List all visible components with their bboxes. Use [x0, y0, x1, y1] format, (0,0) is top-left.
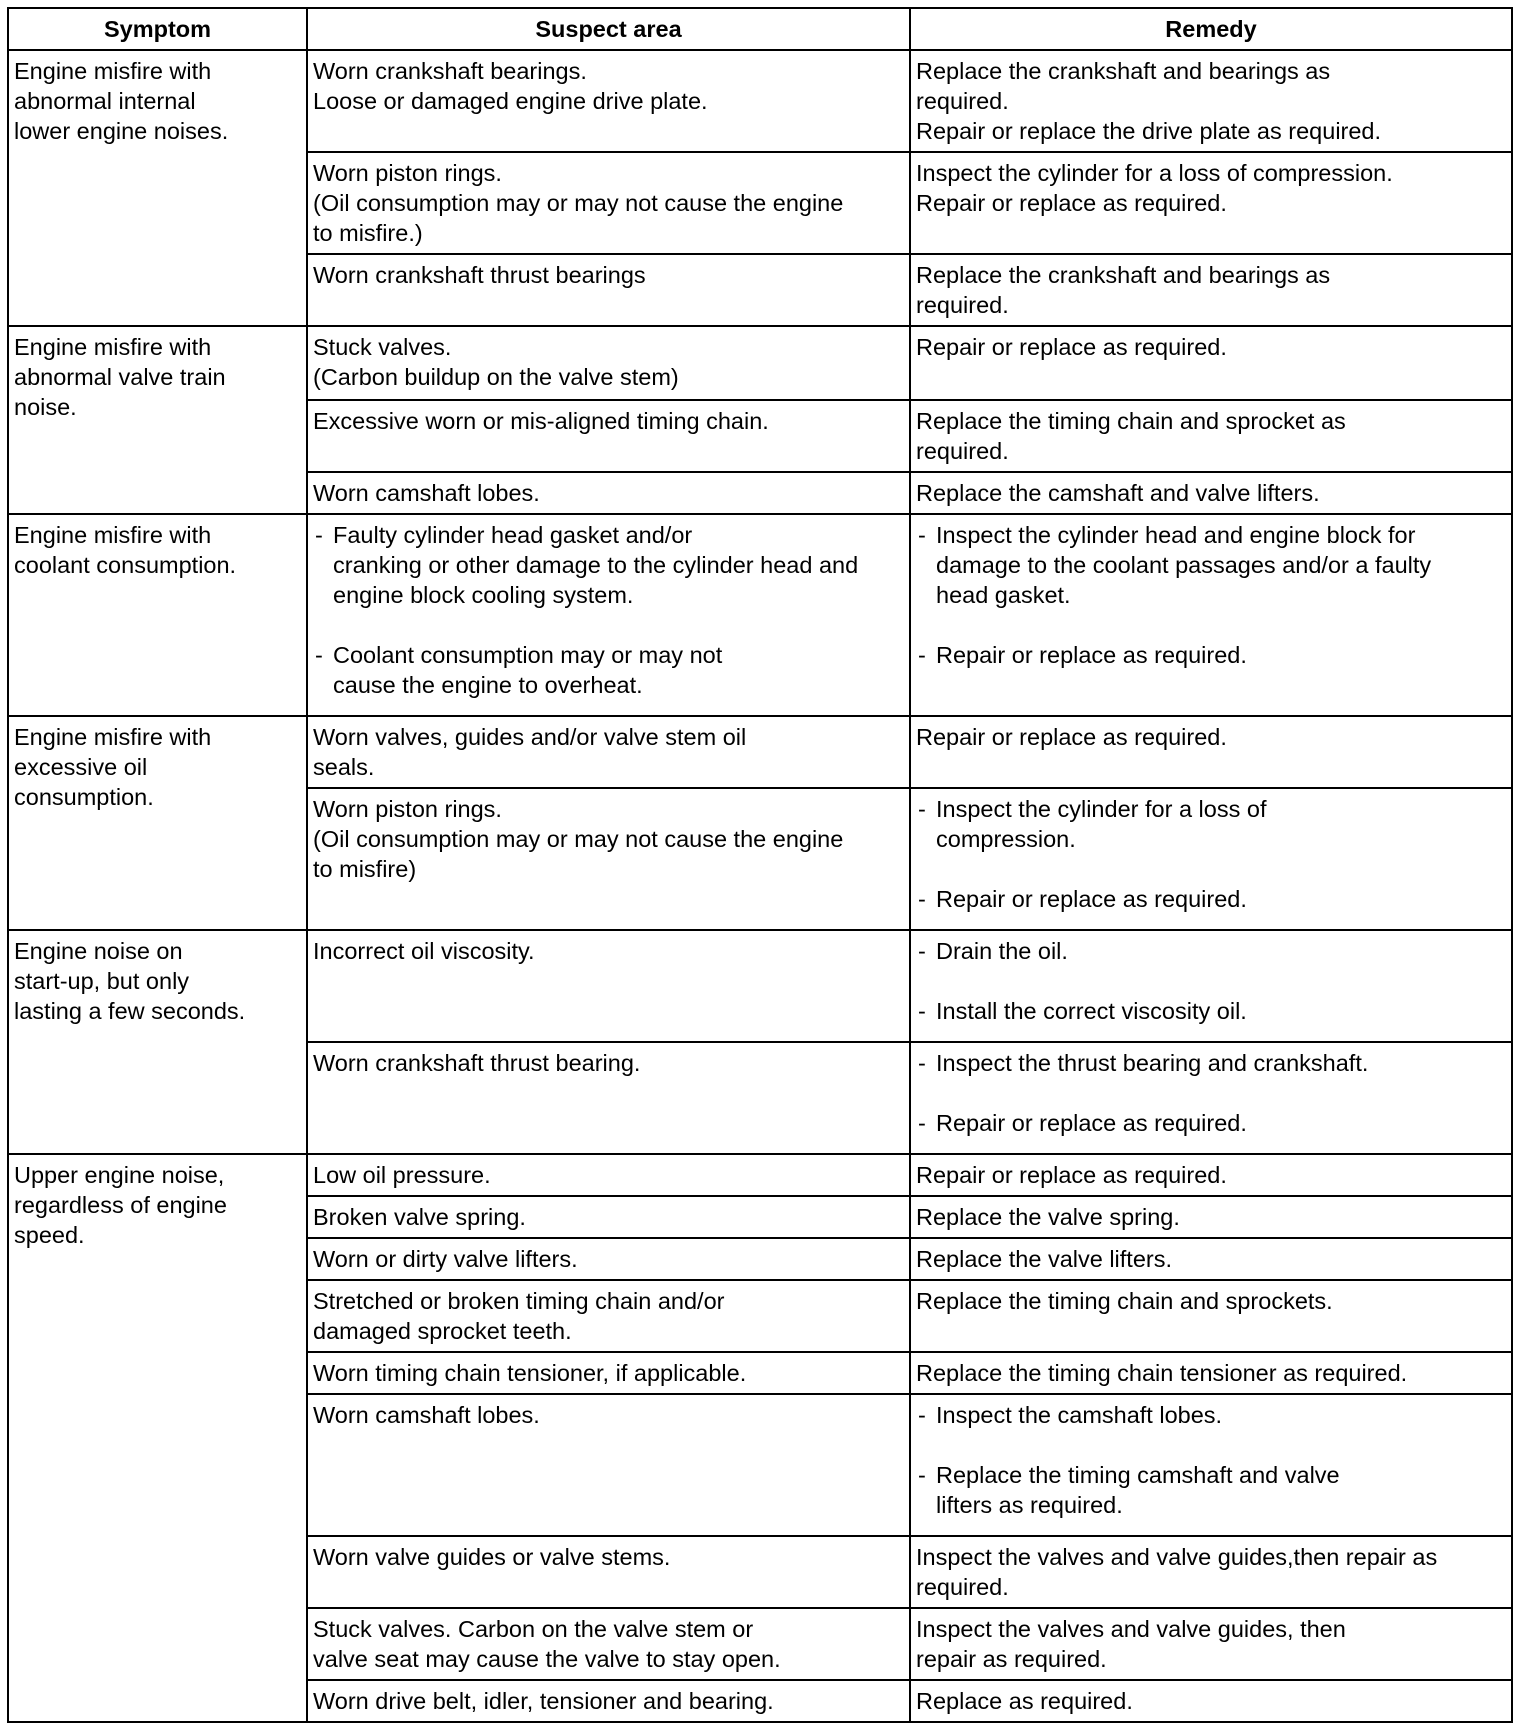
text-line: Repair or replace as required.	[936, 1110, 1247, 1136]
text-line: lifters as required.	[936, 1492, 1123, 1518]
suspect-area-cell	[307, 1042, 910, 1154]
text-line: Inspect the valves and valve guides, then	[916, 1616, 1346, 1642]
text-line: damaged sprocket teeth.	[313, 1318, 572, 1344]
bullet-text	[936, 794, 1505, 854]
text-line: Replace the camshaft and valve lifters.	[916, 480, 1320, 506]
text-line: Worn camshaft lobes.	[313, 1402, 540, 1428]
text-line: Stuck valves.	[313, 334, 452, 360]
dash-marker: -	[918, 796, 926, 822]
suspect-area-cell	[307, 1536, 910, 1608]
text-line: cranking or other damage to the cylinder head and	[333, 552, 859, 578]
bullet-item	[916, 1048, 1505, 1078]
text-line: seals.	[313, 754, 375, 780]
text-line: Repair or replace as required.	[916, 190, 1227, 216]
dash-marker: -	[918, 998, 926, 1024]
table-body	[8, 50, 1512, 1722]
bullet-item	[916, 1108, 1505, 1138]
bullet-item	[313, 640, 903, 700]
remedy-cell	[910, 1536, 1512, 1608]
bullet-item	[916, 1400, 1505, 1430]
text-line: valve seat may cause the valve to stay open.	[313, 1646, 781, 1672]
text-line: Worn valve guides or valve stems.	[313, 1544, 671, 1570]
text-line: damage to the coolant passages and/or a faulty	[936, 552, 1432, 578]
text-line: Repair or replace as required.	[936, 642, 1247, 668]
text-line: Replace the timing chain and sprocket as	[916, 408, 1346, 434]
text-line: Repair or replace as required.	[916, 1162, 1227, 1188]
text-line: Faulty cylinder head gasket and/or	[333, 522, 693, 548]
text-line: (Oil consumption may or may not cause the engine	[313, 190, 844, 216]
text-line: Worn camshaft lobes.	[313, 480, 540, 506]
text-line: Repair or replace the drive plate as required.	[916, 118, 1382, 144]
suspect-area-cell	[307, 400, 910, 472]
text-line: Replace the crankshaft and bearings as	[916, 262, 1331, 288]
text-line: abnormal valve train	[14, 364, 226, 390]
bullet-item	[313, 520, 903, 610]
suspect-area-cell	[307, 1196, 910, 1238]
text-line: head gasket.	[936, 582, 1071, 608]
text-line: Worn drive belt, idler, tensioner and bearing.	[313, 1688, 774, 1714]
symptom-cell	[8, 50, 307, 326]
bullet-text	[936, 640, 1505, 670]
remedy-cell	[910, 1238, 1512, 1280]
bullet-text	[936, 936, 1505, 966]
bullet-item	[916, 936, 1505, 966]
suspect-area-cell	[307, 1680, 910, 1722]
text-line: required.	[916, 438, 1009, 464]
text-line: consumption.	[14, 784, 154, 810]
text-line: Replace the valve spring.	[916, 1204, 1180, 1230]
bullet-text	[333, 520, 903, 610]
suspect-area-cell	[307, 1394, 910, 1536]
text-line: Inspect the thrust bearing and crankshaft.	[936, 1050, 1369, 1076]
text-line: to misfire)	[313, 856, 417, 882]
text-line: to misfire.)	[313, 220, 423, 246]
text-line: Replace the valve lifters.	[916, 1246, 1173, 1272]
bullet-item	[916, 1460, 1505, 1520]
header-row	[8, 8, 1512, 50]
suspect-area-cell	[307, 930, 910, 1042]
suspect-area-cell	[307, 326, 910, 400]
table-row	[8, 326, 1512, 400]
text-line: abnormal internal	[14, 88, 196, 114]
dash-marker: -	[315, 522, 323, 548]
text-line: Worn crankshaft bearings.	[313, 58, 587, 84]
remedy-cell	[910, 1280, 1512, 1352]
dash-marker: -	[918, 1110, 926, 1136]
symptom-cell	[8, 930, 307, 1154]
table-row	[8, 1154, 1512, 1196]
suspect-area-cell	[307, 716, 910, 788]
text-line: Inspect the valves and valve guides,then repair as	[916, 1544, 1438, 1570]
bullet-text	[936, 1460, 1505, 1520]
remedy-cell	[910, 1154, 1512, 1196]
bullet-item	[916, 520, 1505, 610]
suspect-area-cell	[307, 514, 910, 716]
remedy-cell	[910, 1608, 1512, 1680]
text-line: Engine noise on	[14, 938, 183, 964]
bullet-item	[916, 794, 1505, 854]
text-line: Low oil pressure.	[313, 1162, 491, 1188]
remedy-cell	[910, 930, 1512, 1042]
dash-marker: -	[918, 886, 926, 912]
text-line: regardless of engine	[14, 1192, 227, 1218]
remedy-cell	[910, 1352, 1512, 1394]
text-line: Inspect the cylinder for a loss of	[936, 796, 1267, 822]
text-line: start-up, but only	[14, 968, 190, 994]
text-line: Drain the oil.	[936, 938, 1068, 964]
text-line: excessive oil	[14, 754, 148, 780]
bullet-item	[916, 640, 1505, 670]
troubleshooting-table	[7, 7, 1513, 1723]
bullet-text	[333, 640, 903, 700]
text-line: Worn crankshaft thrust bearing.	[313, 1050, 641, 1076]
text-line: Repair or replace as required.	[936, 886, 1247, 912]
text-line: (Carbon buildup on the valve stem)	[313, 364, 679, 390]
remedy-cell	[910, 514, 1512, 716]
text-line: Worn piston rings.	[313, 796, 502, 822]
bullet-text	[936, 1048, 1505, 1078]
remedy-cell	[910, 1196, 1512, 1238]
text-line: Install the correct viscosity oil.	[936, 998, 1247, 1024]
text-line: compression.	[936, 826, 1076, 852]
text-line: Loose or damaged engine drive plate.	[313, 88, 708, 114]
text-line: Upper engine noise,	[14, 1162, 225, 1188]
text-line: Repair or replace as required.	[916, 724, 1227, 750]
table-row	[8, 514, 1512, 716]
table-row	[8, 930, 1512, 1042]
text-line: Inspect the camshaft lobes.	[936, 1402, 1223, 1428]
suspect-area-cell	[307, 1280, 910, 1352]
text-line: required.	[916, 292, 1009, 318]
suspect-area-cell	[307, 1608, 910, 1680]
text-line: noise.	[14, 394, 77, 420]
table-row	[8, 716, 1512, 788]
symptom-cell	[8, 1154, 307, 1722]
text-line: Worn valves, guides and/or valve stem oil	[313, 724, 747, 750]
remedy-cell	[910, 1042, 1512, 1154]
dash-marker: -	[918, 1050, 926, 1076]
text-line: Repair or replace as required.	[916, 334, 1227, 360]
text-line: Inspect the cylinder head and engine block for	[936, 522, 1416, 548]
bullet-text	[936, 884, 1505, 914]
text-line: Replace the timing camshaft and valve	[936, 1462, 1340, 1488]
text-line: Replace as required.	[916, 1688, 1133, 1714]
text-line: Excessive worn or mis-aligned timing chain.	[313, 408, 769, 434]
remedy-cell	[910, 50, 1512, 152]
header-remedy: Remedy	[910, 8, 1512, 50]
symptom-cell	[8, 514, 307, 716]
text-line: Worn or dirty valve lifters.	[313, 1246, 578, 1272]
bullet-item	[916, 884, 1505, 914]
suspect-area-cell	[307, 152, 910, 254]
bullet-text	[936, 996, 1505, 1026]
suspect-area-cell	[307, 50, 910, 152]
text-line: Stuck valves. Carbon on the valve stem or	[313, 1616, 754, 1642]
text-line: repair as required.	[916, 1646, 1107, 1672]
text-line: lower engine noises.	[14, 118, 229, 144]
bullet-text	[936, 1400, 1505, 1430]
symptom-cell	[8, 716, 307, 930]
remedy-cell	[910, 326, 1512, 400]
suspect-area-cell	[307, 1238, 910, 1280]
text-line: engine block cooling system.	[333, 582, 634, 608]
text-line: required.	[916, 1574, 1009, 1600]
text-line: cause the engine to overheat.	[333, 672, 643, 698]
text-line: Broken valve spring.	[313, 1204, 526, 1230]
text-line: Engine misfire with	[14, 58, 212, 84]
text-line: required.	[916, 88, 1009, 114]
header-suspect-area: Suspect area	[307, 8, 910, 50]
header-symptom: Symptom	[8, 8, 307, 50]
text-line: Engine misfire with	[14, 724, 212, 750]
bullet-text	[936, 1108, 1505, 1138]
dash-marker: -	[918, 1402, 926, 1428]
text-line: (Oil consumption may or may not cause the engine	[313, 826, 844, 852]
remedy-cell	[910, 716, 1512, 788]
text-line: Worn piston rings.	[313, 160, 502, 186]
remedy-cell	[910, 788, 1512, 930]
suspect-area-cell	[307, 472, 910, 514]
bullet-item	[916, 996, 1505, 1026]
text-line: Engine misfire with	[14, 334, 212, 360]
bullet-text	[936, 520, 1505, 610]
text-line: Coolant consumption may or may not	[333, 642, 723, 668]
dash-marker: -	[918, 522, 926, 548]
text-line: Incorrect oil viscosity.	[313, 938, 535, 964]
suspect-area-cell	[307, 1352, 910, 1394]
table-row	[8, 50, 1512, 152]
remedy-cell	[910, 254, 1512, 326]
text-line: Engine misfire with	[14, 522, 212, 548]
remedy-cell	[910, 400, 1512, 472]
remedy-cell	[910, 472, 1512, 514]
dash-marker: -	[918, 938, 926, 964]
suspect-area-cell	[307, 1154, 910, 1196]
text-line: speed.	[14, 1222, 85, 1248]
text-line: coolant consumption.	[14, 552, 237, 578]
dash-marker: -	[918, 1462, 926, 1488]
dash-marker: -	[918, 642, 926, 668]
text-line: lasting a few seconds.	[14, 998, 246, 1024]
remedy-cell	[910, 1680, 1512, 1722]
remedy-cell	[910, 1394, 1512, 1536]
text-line: Worn timing chain tensioner, if applicable.	[313, 1360, 747, 1386]
suspect-area-cell	[307, 254, 910, 326]
text-line: Worn crankshaft thrust bearings	[313, 262, 646, 288]
dash-marker: -	[315, 642, 323, 668]
text-line: Replace the timing chain tensioner as required.	[916, 1360, 1408, 1386]
text-line: Replace the crankshaft and bearings as	[916, 58, 1331, 84]
text-line: Inspect the cylinder for a loss of compression.	[916, 160, 1393, 186]
symptom-cell	[8, 326, 307, 514]
text-line: Replace the timing chain and sprockets.	[916, 1288, 1333, 1314]
remedy-cell	[910, 152, 1512, 254]
text-line: Stretched or broken timing chain and/or	[313, 1288, 725, 1314]
suspect-area-cell	[307, 788, 910, 930]
